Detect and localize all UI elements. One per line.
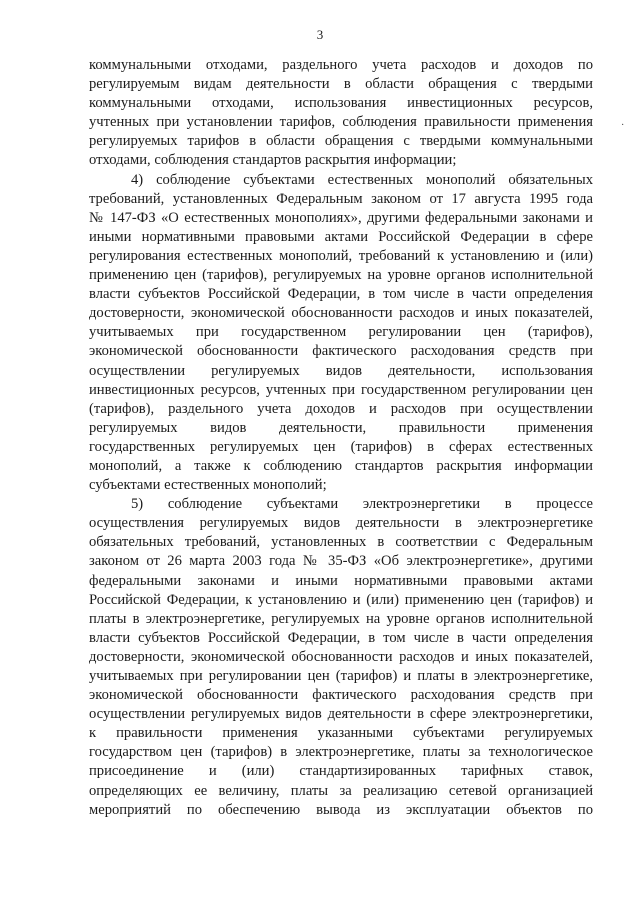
text-line: регулируемым видам деятельности в области обращения с твердыми [89,76,593,93]
margin-tick-mark: · [621,120,625,131]
text-line: учитываемых при регулировании цен (тарифов) и платы в электроэнергетике, [89,668,593,684]
text-line: экономической обоснованности фактического расходования средств при [89,343,593,360]
text-line: № 147-ФЗ «О естественных монополиях», другими федеральными законами и [89,209,593,226]
text-line: платы в электроэнергетике, регулируемых на уровне органов исполнительной [89,610,593,627]
text-line: учтенных при установлении тарифов, соблюдения правильности применения [89,114,593,131]
text-line: государством цен (тарифов) в электроэнергетике, платы за технологическое [89,744,593,761]
text-line: применению цен (тарифов), регулируемых на уровне органов исполнительной [89,267,593,284]
text-line: законом от 26 марта 2003 года № 35-ФЗ «Об электроэнергетике», другими [89,553,593,570]
text-line: федеральными законами и иными нормативными правовыми актами [89,572,593,589]
page-number: 3 [316,27,324,42]
text-line: осуществлении регулируемых видов деятельности в сфере электроэнергетики, [89,706,593,723]
text-line: (тарифов), раздельного учета доходов и расходов при осуществлении [89,400,593,417]
text-line: коммунальными отходами, использования инвестиционных ресурсов, [89,95,593,112]
document-body [89,56,593,820]
text-line: коммунальными отходами, раздельного учета расходов и доходов по [89,57,593,73]
text-line: регулирования естественных монополий, требований к установлению и (или) [89,247,593,264]
text-line: 5) соблюдение субъектами электроэнергетики в процессе [131,496,593,513]
text-line: регулируемых видов деятельности, правильности применения [89,419,593,436]
text-line: требований, установленных Федеральным законом от 17 августа 1995 года [89,190,593,207]
text-line: государственных регулируемых цен (тарифов) в сферах естественных [89,438,593,455]
text-line: обязательных требований, установленных в соответствии с Федеральным [89,534,593,551]
text-line: учитываемых при государственном регулировании цен (тарифов), [89,324,593,341]
text-line: присоединение и (или) стандартизированных тарифных ставок, [89,763,593,780]
text-line: к правильности применения указанными субъектами регулируемых [89,725,593,742]
paragraph-p-item-5 [89,495,593,820]
text-line: регулируемых тарифов в области обращения с твердыми коммунальными [89,133,593,150]
text-line: достоверности, экономической обоснованности расходов и иных показателей, [89,648,593,665]
text-line: Российской Федерации, к установлению и (или) применению цен (тарифов) и [89,591,593,608]
text-line: инвестиционных ресурсов, учтенных при государственном регулировании цен [89,381,593,398]
text-line: иными нормативными правовыми актами Российской Федерации в сфере [89,228,593,245]
text-line: осуществлении регулируемых видов деятельности, использования [89,362,593,379]
text-line: 4) соблюдение субъектами естественных монополий обязательных [131,171,593,188]
paragraph-p-continued [89,56,593,171]
paragraph-p-item-4 [89,171,593,496]
text-line: субъектами естественных монополий; [89,477,327,494]
text-line: осуществления регулируемых видов деятельности в электроэнергетике [89,515,593,532]
text-line: определяющих ее величину, платы за реализацию сетевой организацией [89,782,593,799]
text-line: мероприятий по обеспечению вывода из эксплуатации объектов по [89,801,593,818]
text-line: власти субъектов Российской Федерации, в том числе в части определения [89,629,593,646]
text-line: власти субъектов Российской Федерации, в том числе в части определения [89,286,593,303]
text-line: монополий, а также к соблюдению стандартов раскрытия информации [89,457,593,474]
text-line: достоверности, экономической обоснованности расходов и иных показателей, [89,305,593,322]
text-line: экономической обоснованности фактического расходования средств при [89,687,593,704]
text-line: отходами, соблюдения стандартов раскрытия информации; [89,152,457,169]
